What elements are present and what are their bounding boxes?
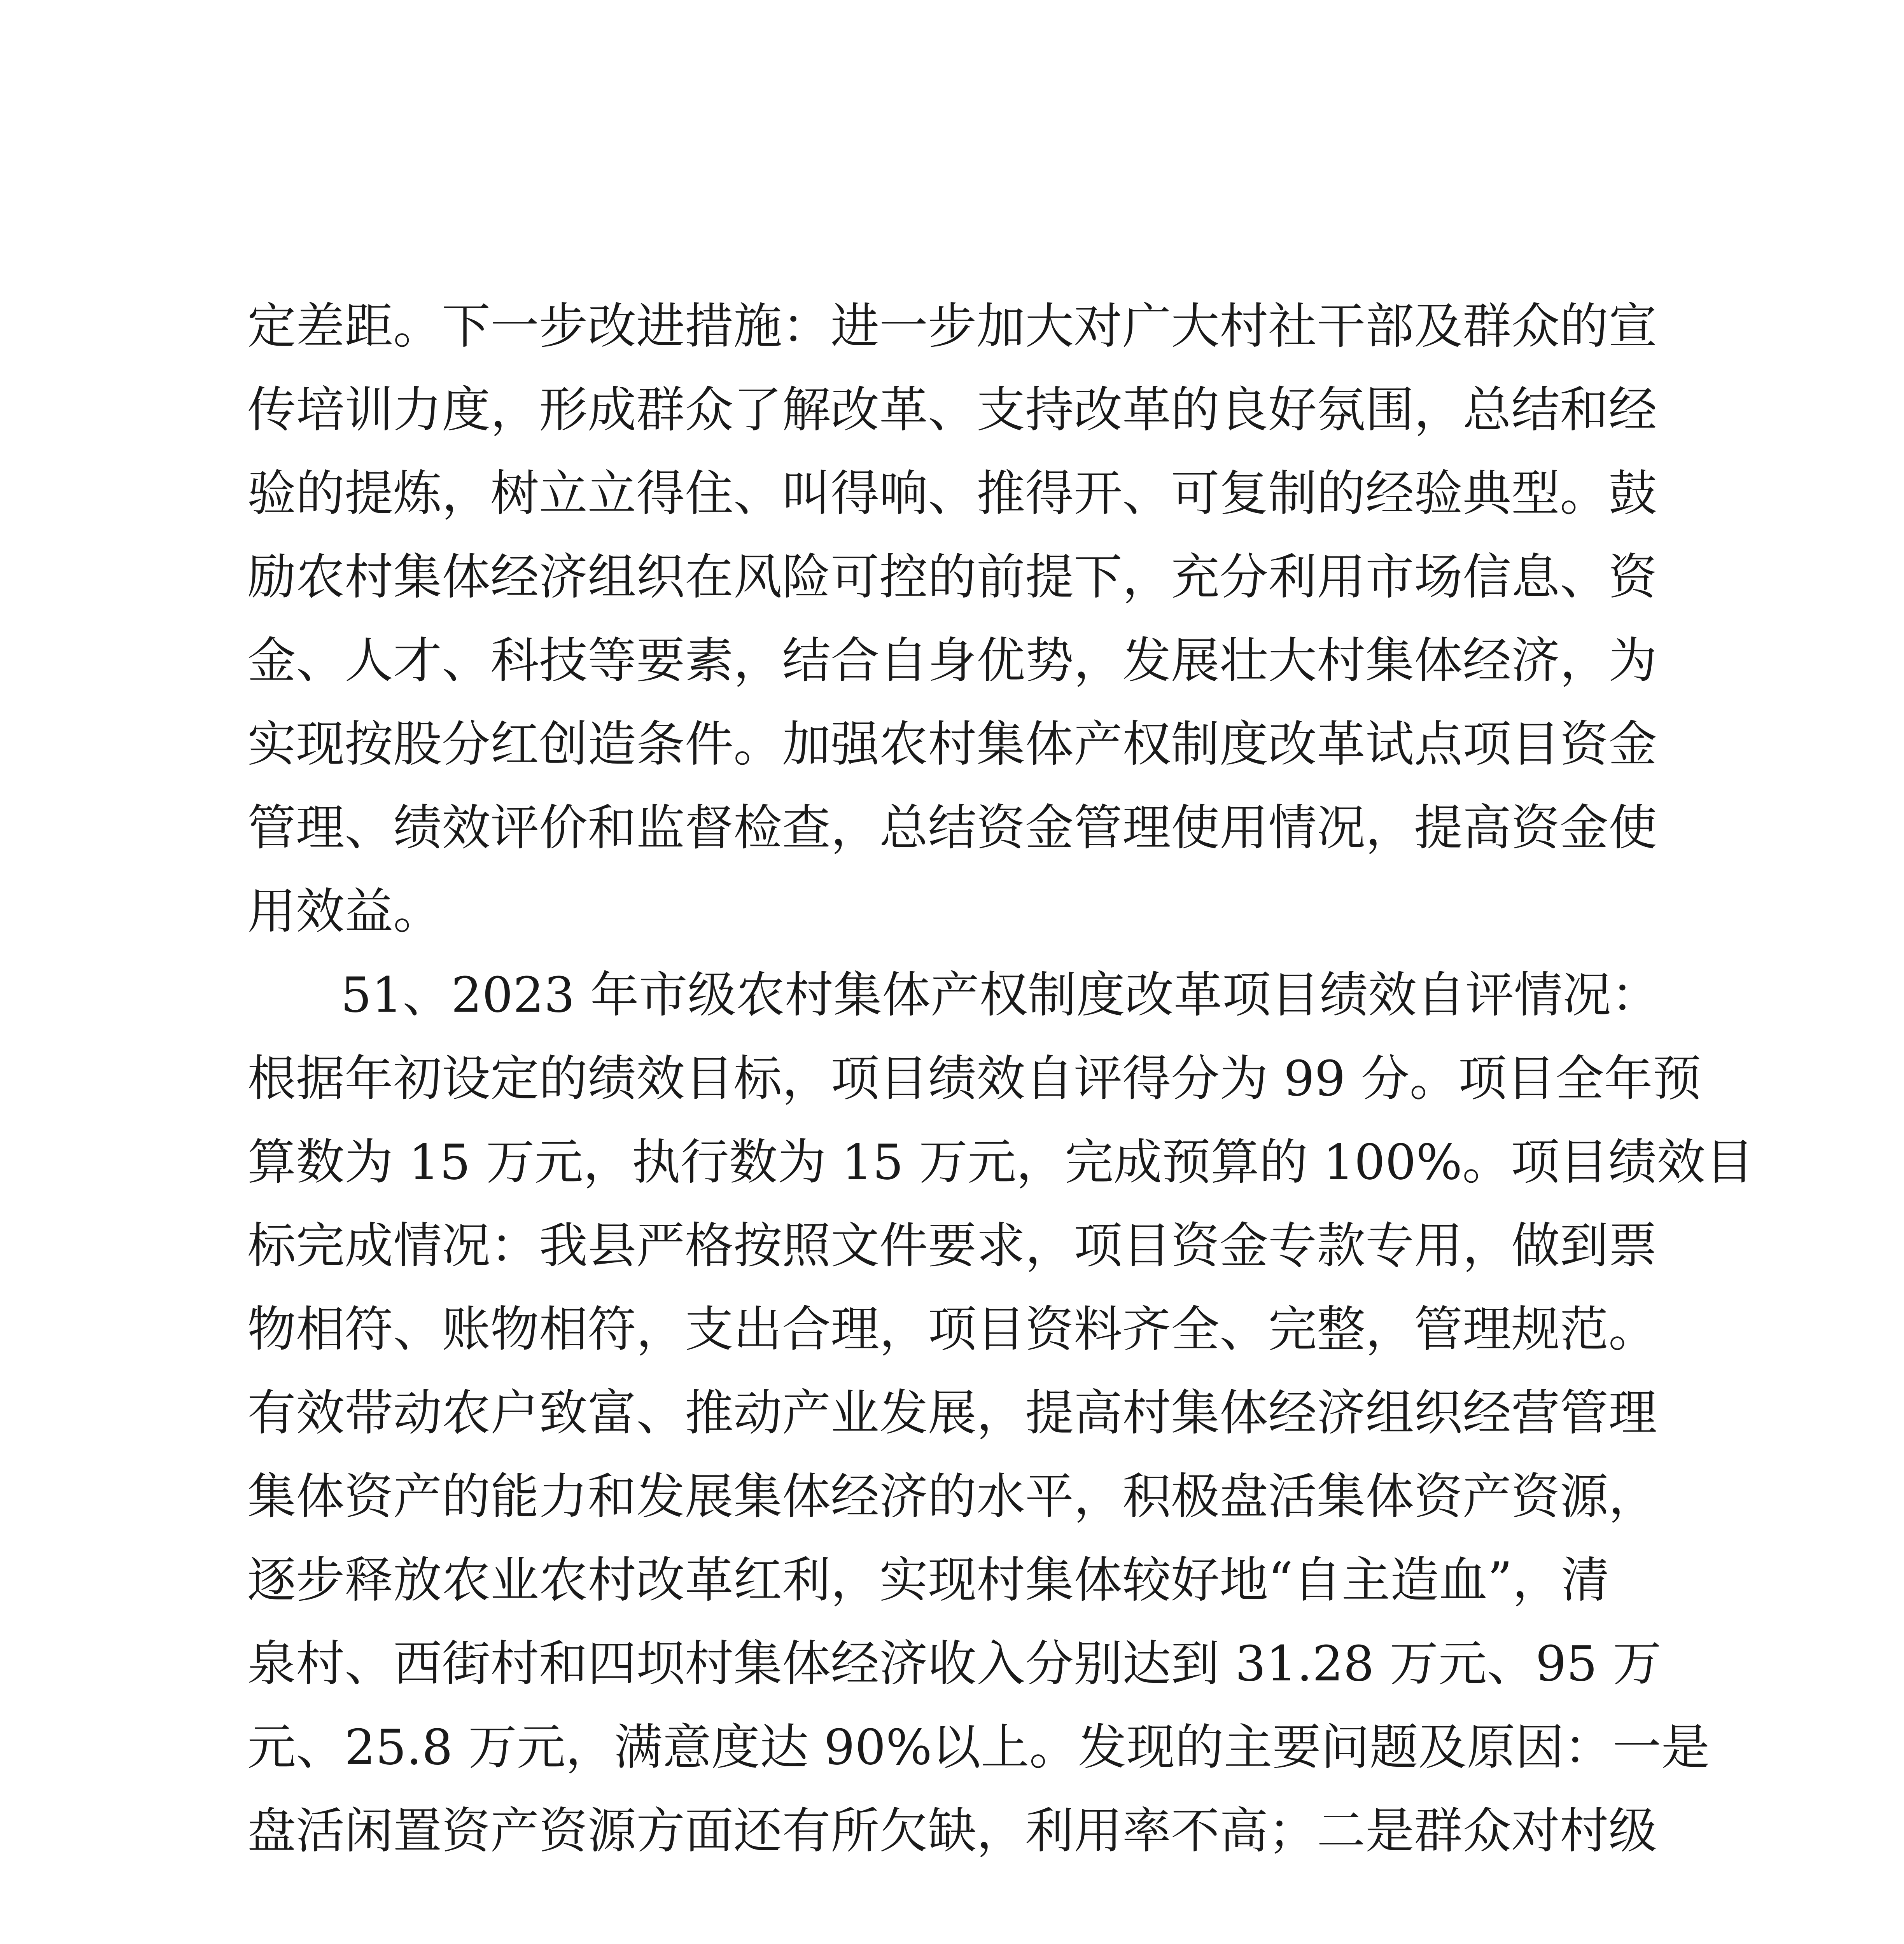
text-line-13: 物相符、账物相符，支出合理，项目资料齐全、完整，管理规范。 (247, 1301, 1657, 1358)
text-line-15: 集体资产的能力和发展集体经济的水平，积极盘活集体资产资源， (247, 1468, 1657, 1525)
text-line-8: 用效益。 (247, 883, 442, 940)
text-line-5: 金、人才、科技等要素，结合自身优势，发展壮大村集体经济，为 (247, 633, 1657, 689)
text-line-2: 传培训力度，形成群众了解改革、支持改革的良好氛围，总结和经 (247, 382, 1657, 438)
text-line-16: 逐步释放农业农村改革红利，实现村集体较好地“自主造血”，清 (247, 1552, 1610, 1608)
paragraph-heading-51: 51、2023 年市级农村集体产权制度改革项目绩效自评情况： (341, 967, 1660, 1023)
text-line-19: 盘活闲置资产资源方面还有所欠缺，利用率不高；二是群众对村级 (247, 1803, 1657, 1859)
text-line-1: 定差距。下一步改进措施：进一步加大对广大村社干部及群众的宣 (247, 298, 1657, 355)
text-line-3: 验的提炼，树立立得住、叫得响、推得开、可复制的经验典型。鼓 (247, 465, 1657, 522)
text-line-18: 元、25.8 万元，满意度达 90%以上。发现的主要问题及原因：一是 (247, 1719, 1710, 1776)
text-line-10: 根据年初设定的绩效目标，项目绩效自评得分为 99 分。项目全年预 (247, 1051, 1701, 1107)
text-line-6: 实现按股分红创造条件。加强农村集体产权制度改革试点项目资金 (247, 716, 1657, 773)
text-line-11: 算数为 15 万元，执行数为 15 万元，完成预算的 100%。项目绩效目 (247, 1134, 1754, 1191)
text-line-12: 标完成情况：我县严格按照文件要求，项目资金专款专用，做到票 (247, 1218, 1657, 1274)
text-line-17: 泉村、西街村和四坝村集体经济收入分别达到 31.28 万元、95 万 (247, 1636, 1662, 1692)
text-line-4: 励农村集体经济组织在风险可控的前提下，充分利用市场信息、资 (247, 549, 1657, 605)
text-line-14: 有效带动农户致富、推动产业发展，提高村集体经济组织经营管理 (247, 1385, 1657, 1441)
text-line-7: 管理、绩效评价和监督检查，总结资金管理使用情况，提高资金使 (247, 800, 1657, 856)
